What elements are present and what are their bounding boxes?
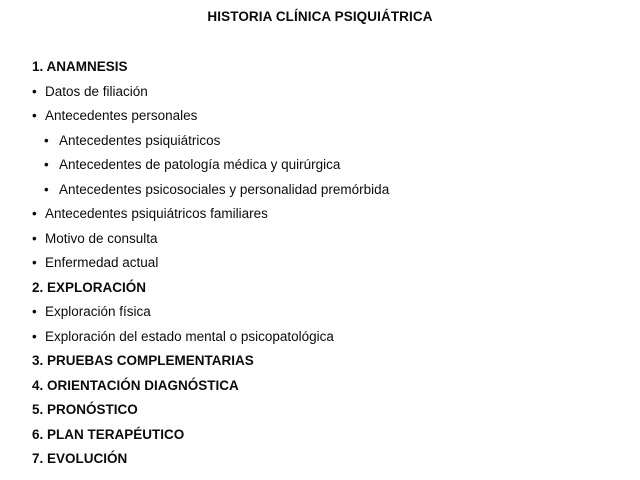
bullet-icon: •	[32, 108, 37, 123]
section-heading: 2. EXPLORACIÓN	[32, 279, 147, 295]
list-item-text: Enfermedad actual	[45, 255, 159, 270]
section-heading: 7. EVOLUCIÓN	[32, 451, 128, 466]
sub-list-item	[32, 154, 622, 179]
list-item-text: Antecedentes psiquiátricos familiares	[45, 206, 268, 221]
list-item-text: Exploración física	[45, 304, 151, 319]
bullet-icon: •	[44, 157, 49, 172]
bullet-icon: •	[44, 181, 49, 197]
list-item	[32, 105, 622, 130]
list-item	[32, 228, 622, 253]
section-heading: 6. PLAN TERAPÉUTICO	[32, 426, 185, 442]
list-item	[32, 81, 622, 106]
list-item-text: Antecedentes psiquiátricos	[59, 132, 221, 148]
list-item	[32, 301, 622, 326]
list-item-text: Antecedentes de patología médica y quirúrgica	[59, 157, 341, 172]
bullet-icon: •	[32, 83, 37, 99]
list-item-text: Datos de filiación	[45, 83, 148, 99]
list-item	[32, 252, 622, 277]
section-heading: 4. ORIENTACIÓN DIAGNÓSTICA	[32, 377, 239, 393]
bullet-icon: •	[32, 230, 37, 246]
page-title: HISTORIA CLÍNICA PSIQUIÁTRICA	[207, 9, 433, 24]
bullet-icon: •	[32, 206, 37, 221]
list-item-text: Motivo de consulta	[45, 230, 158, 246]
bullet-icon: •	[44, 132, 49, 148]
list-item-text: Antecedentes personales	[45, 108, 198, 123]
bullet-icon: •	[32, 328, 37, 344]
bullet-icon: •	[32, 304, 37, 319]
outline-list	[32, 56, 622, 473]
section-heading: 3. PRUEBAS COMPLEMENTARIAS	[32, 353, 254, 368]
section-heading: 5. PRONÓSTICO	[32, 402, 138, 417]
list-item	[32, 326, 622, 351]
list-item-text: Exploración del estado mental o psicopatológica	[45, 328, 334, 344]
list-item	[32, 203, 622, 228]
bullet-icon: •	[32, 255, 37, 270]
list-item-text: Antecedentes psicosociales y personalidad premórbida	[59, 181, 390, 197]
section-heading: 1. ANAMNESIS	[32, 59, 128, 74]
sub-list-item	[32, 179, 622, 204]
sub-list-item	[32, 130, 622, 155]
